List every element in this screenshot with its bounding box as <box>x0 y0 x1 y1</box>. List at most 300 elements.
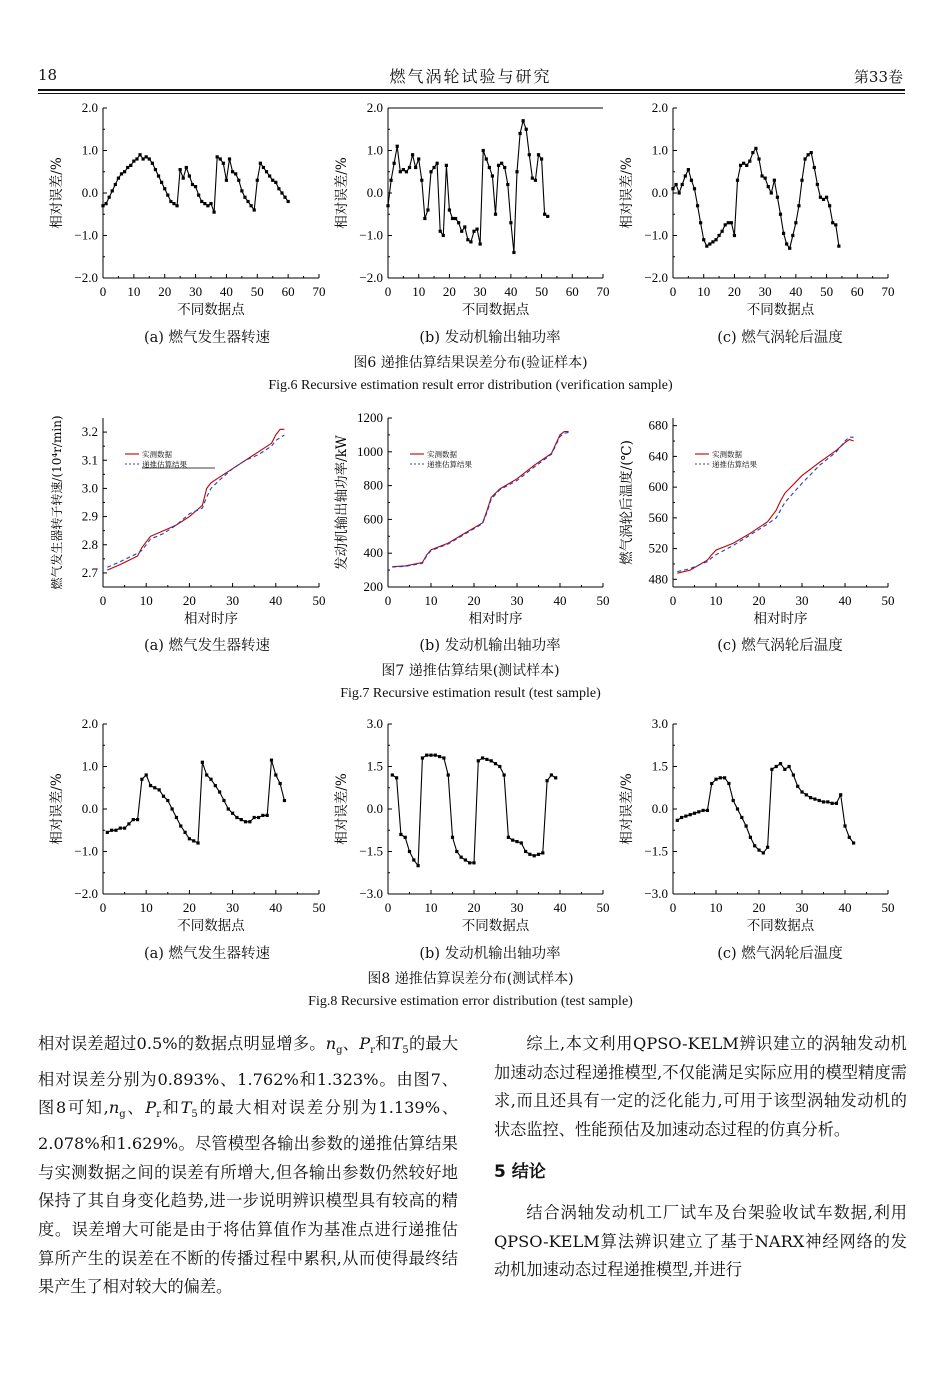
x-tick-label: 0 <box>99 284 107 299</box>
y-tick-label: 0.0 <box>651 801 668 816</box>
data-point <box>676 819 679 822</box>
data-point <box>494 762 497 765</box>
data-point <box>158 788 161 791</box>
series-line-1 <box>392 432 568 567</box>
data-point <box>773 179 776 182</box>
data-point <box>788 765 791 768</box>
data-point <box>225 179 228 182</box>
data-point <box>803 157 806 160</box>
x-tick-label: 20 <box>727 284 741 299</box>
data-point <box>490 759 493 762</box>
data-point <box>145 773 148 776</box>
x-tick-label: 10 <box>709 900 723 915</box>
data-point <box>110 829 113 832</box>
x-tick-label: 20 <box>182 900 196 915</box>
data-point <box>389 179 392 182</box>
x-tick-label: 10 <box>424 900 438 915</box>
data-point <box>767 185 770 188</box>
data-point <box>145 155 148 158</box>
data-point <box>512 251 515 254</box>
y-tick-label: 2.7 <box>81 564 98 580</box>
data-point <box>727 221 730 224</box>
data-point <box>753 844 756 847</box>
x-tick-label: 10 <box>139 593 153 608</box>
y-tick-label: −1.5 <box>359 843 383 859</box>
y-tick-label: −2.0 <box>359 270 383 285</box>
data-point <box>408 166 411 169</box>
data-point <box>816 183 819 186</box>
data-point <box>114 829 117 832</box>
chart-6a <box>48 100 326 318</box>
data-point <box>810 151 813 154</box>
x-tick-label: 40 <box>838 900 852 915</box>
data-point <box>429 754 432 757</box>
y-tick-label: 0.0 <box>366 801 383 816</box>
data-point <box>525 128 528 131</box>
data-point <box>108 196 111 199</box>
x-tick-label: 0 <box>384 900 392 915</box>
x-tick-label: 30 <box>473 284 487 299</box>
data-point <box>436 162 439 165</box>
data-point <box>411 153 414 156</box>
data-point <box>702 809 705 812</box>
data-point <box>120 172 123 175</box>
legend-label: 实测数据 <box>142 450 172 459</box>
data-point <box>791 234 794 237</box>
x-tick-label: 50 <box>881 900 895 915</box>
x-tick-label: 50 <box>312 900 326 915</box>
volume-label: 第33卷 <box>853 68 903 86</box>
y-tick-label: 400 <box>363 545 383 561</box>
data-point <box>843 824 846 827</box>
data-point <box>468 861 471 864</box>
x-tick-label: 60 <box>281 284 295 299</box>
data-point <box>711 240 714 243</box>
x-tick-label: 30 <box>226 593 240 608</box>
data-point <box>421 756 424 759</box>
data-point <box>149 784 152 787</box>
data-point <box>515 840 518 843</box>
data-point <box>240 189 243 192</box>
data-point <box>684 814 687 817</box>
data-point <box>518 132 521 135</box>
data-point <box>785 242 788 245</box>
data-point <box>736 179 739 182</box>
data-point <box>399 170 402 173</box>
x-tick-label: 50 <box>820 284 834 299</box>
data-point <box>132 160 135 163</box>
data-point <box>684 174 687 177</box>
data-point <box>464 858 467 861</box>
section-title: 5 结论 <box>494 1162 546 1183</box>
data-point <box>740 816 743 819</box>
data-point <box>730 221 733 224</box>
series-line-2 <box>392 432 568 567</box>
data-point <box>280 191 283 194</box>
data-point <box>828 204 831 207</box>
data-point <box>749 836 752 839</box>
data-point <box>114 183 117 186</box>
data-point <box>687 168 690 171</box>
data-point <box>268 174 271 177</box>
data-point <box>714 238 717 241</box>
data-point <box>689 813 692 816</box>
chart-7a <box>49 415 326 627</box>
data-point <box>136 818 139 821</box>
data-point <box>537 853 540 856</box>
data-point <box>183 831 186 834</box>
data-point <box>265 170 268 173</box>
y-tick-label: −1.0 <box>644 227 668 243</box>
data-point <box>243 196 246 199</box>
data-point <box>185 166 188 169</box>
y-tick-label: 2.0 <box>651 100 668 115</box>
x-tick-label: 20 <box>752 593 766 608</box>
data-point <box>445 164 448 167</box>
data-point <box>554 776 557 779</box>
data-point <box>831 221 834 224</box>
x-tick-label: 50 <box>250 284 264 299</box>
y-tick-label: 1200 <box>357 410 383 425</box>
data-point <box>822 800 825 803</box>
data-point <box>227 807 230 810</box>
data-point <box>540 157 543 160</box>
x-tick-label: 0 <box>669 593 677 608</box>
data-point <box>779 762 782 765</box>
x-tick-label: 0 <box>669 900 677 915</box>
y-tick-label: 2.0 <box>81 100 98 115</box>
journal-title: 燃气涡轮试验与研究 <box>389 67 552 86</box>
data-point <box>244 820 247 823</box>
data-point <box>671 187 674 190</box>
y-axis-label: 燃气涡轮后温度/(℃) <box>619 440 635 565</box>
data-point <box>442 756 445 759</box>
data-point <box>127 822 130 825</box>
data-point <box>448 208 451 211</box>
fig6-caption-cn: 图6 递推估算结果误差分布(验证样本) <box>353 355 588 371</box>
data-point <box>231 170 234 173</box>
chart-8b <box>333 716 610 934</box>
data-point <box>246 200 249 203</box>
data-point <box>271 179 274 182</box>
data-point <box>693 187 696 190</box>
y-tick-label: 1.5 <box>366 758 383 774</box>
data-point <box>274 773 277 776</box>
data-point <box>511 839 514 842</box>
fig6-sub-a: (a) 燃气发生器转速 <box>143 330 271 346</box>
x-tick-label: 40 <box>553 900 567 915</box>
data-point <box>222 799 225 802</box>
data-point <box>253 816 256 819</box>
x-tick-label: 30 <box>510 593 524 608</box>
data-point <box>766 846 769 849</box>
chart-8a <box>48 716 326 934</box>
y-axis-label: 相对误差/% <box>49 157 65 229</box>
data-point <box>454 217 457 220</box>
x-tick-label: 0 <box>99 593 107 608</box>
y-tick-label: 2.0 <box>81 716 98 731</box>
data-point <box>500 162 503 165</box>
y-tick-label: 1.0 <box>81 142 98 158</box>
data-point <box>522 119 525 122</box>
data-point <box>262 166 265 169</box>
data-point <box>117 177 120 180</box>
fig7-sub-c: (c) 燃气涡轮后温度 <box>717 638 843 654</box>
x-tick-label: 10 <box>709 593 723 608</box>
x-tick-label: 20 <box>442 284 456 299</box>
x-tick-label: 40 <box>553 593 567 608</box>
y-tick-label: −3.0 <box>359 886 383 901</box>
data-point <box>696 204 699 207</box>
legend-label: 递推估算结果 <box>712 460 757 469</box>
x-tick-label: 10 <box>412 284 426 299</box>
y-tick-label: 3.0 <box>81 480 98 496</box>
data-point <box>528 153 531 156</box>
data-point <box>745 164 748 167</box>
data-point <box>839 793 842 796</box>
data-point <box>531 177 534 180</box>
x-tick-label: 20 <box>752 900 766 915</box>
x-tick-label: 20 <box>182 593 196 608</box>
data-point <box>724 223 727 226</box>
data-point <box>412 858 415 861</box>
data-point <box>460 856 463 859</box>
fig7-caption-cn: 图7 递推估算结果(测试样本) <box>381 663 560 679</box>
data-point <box>494 213 497 216</box>
legend-label: 递推估算结果 <box>427 460 472 469</box>
data-point <box>807 153 810 156</box>
data-point <box>218 790 221 793</box>
data-point <box>237 179 240 182</box>
y-tick-label: 0.0 <box>366 185 383 200</box>
y-axis-label: 燃气发生器转子转速/(10⁴r/min) <box>50 415 64 590</box>
data-point <box>742 162 745 165</box>
x-tick-label: 60 <box>850 284 864 299</box>
data-point <box>727 782 730 785</box>
data-point <box>179 168 182 171</box>
data-point <box>261 814 264 817</box>
data-point <box>175 204 178 207</box>
y-tick-label: 600 <box>363 511 383 527</box>
y-axis-label: 相对误差/% <box>619 157 635 229</box>
data-point <box>408 850 411 853</box>
x-tick-label: 40 <box>789 284 803 299</box>
data-point <box>132 818 135 821</box>
y-tick-label: −1.0 <box>74 227 98 243</box>
data-point <box>274 181 277 184</box>
data-point <box>472 861 475 864</box>
data-point <box>546 215 549 218</box>
y-axis-label: 发动机输出轴功率/kW <box>334 435 350 570</box>
data-point <box>287 200 290 203</box>
data-point <box>201 761 204 764</box>
fig7-sub-a: (a) 燃气发生器转速 <box>143 638 271 654</box>
x-tick-label: 10 <box>697 284 711 299</box>
data-point <box>822 198 825 201</box>
legend-label: 实测数据 <box>712 450 742 459</box>
y-tick-label: −2.0 <box>74 270 98 285</box>
chart-7c <box>618 418 895 627</box>
data-point <box>794 221 797 224</box>
x-tick-label: 20 <box>158 284 172 299</box>
fig6-sub-c: (c) 燃气涡轮后温度 <box>717 330 843 346</box>
data-point <box>142 157 145 160</box>
data-point <box>393 162 396 165</box>
x-tick-label: 20 <box>467 593 481 608</box>
x-tick-label: 50 <box>312 593 326 608</box>
data-point <box>681 183 684 186</box>
data-point <box>396 145 399 148</box>
data-point <box>140 778 143 781</box>
data-point <box>402 168 405 171</box>
data-point <box>129 164 132 167</box>
data-point <box>479 242 482 245</box>
data-point <box>426 208 429 211</box>
left-column <box>38 1030 458 1302</box>
series-line-1 <box>677 764 853 853</box>
data-point <box>182 177 185 180</box>
data-point <box>485 758 488 761</box>
data-point <box>706 809 709 812</box>
data-point <box>498 765 501 768</box>
y-tick-label: 1.0 <box>366 142 383 158</box>
data-point <box>438 755 441 758</box>
data-point <box>708 242 711 245</box>
data-point <box>172 202 175 205</box>
data-point <box>732 799 735 802</box>
x-tick-label: 0 <box>669 284 677 299</box>
data-point <box>399 833 402 836</box>
data-point <box>678 191 681 194</box>
y-tick-label: −1.5 <box>644 843 668 859</box>
data-point <box>434 754 437 757</box>
y-tick-label: 1.0 <box>81 758 98 774</box>
x-axis-label: 不同数据点 <box>177 302 245 318</box>
fig8-sub-a: (a) 燃气发生器转速 <box>143 946 271 962</box>
data-point <box>205 773 208 776</box>
legend-label: 递推估算结果 <box>142 460 187 469</box>
chart-8c <box>618 716 895 934</box>
data-point <box>491 174 494 177</box>
y-tick-label: 0.0 <box>81 801 98 816</box>
y-tick-label: 1.5 <box>651 758 668 774</box>
data-point <box>106 831 109 834</box>
data-point <box>432 166 435 169</box>
x-tick-label: 30 <box>510 900 524 915</box>
data-point <box>175 816 178 819</box>
data-point <box>209 202 212 205</box>
data-point <box>818 799 821 802</box>
data-point <box>754 147 757 150</box>
data-point <box>775 765 778 768</box>
data-point <box>776 196 779 199</box>
chart-6c <box>618 100 895 318</box>
x-tick-label: 30 <box>189 284 203 299</box>
data-point <box>179 824 182 827</box>
data-point <box>404 836 407 839</box>
y-tick-label: 1.0 <box>651 142 668 158</box>
x-axis-label: 不同数据点 <box>746 302 815 318</box>
data-point <box>721 230 724 233</box>
data-point <box>762 851 765 854</box>
x-tick-label: 50 <box>535 284 549 299</box>
data-point <box>719 776 722 779</box>
data-point <box>782 232 785 235</box>
x-tick-label: 40 <box>838 593 852 608</box>
data-point <box>148 157 151 160</box>
data-point <box>191 183 194 186</box>
data-point <box>826 800 829 803</box>
data-point <box>420 179 423 182</box>
y-tick-label: 2.0 <box>366 100 383 115</box>
series-line-1 <box>388 121 548 253</box>
x-tick-label: 50 <box>596 900 610 915</box>
data-point <box>391 773 394 776</box>
y-axis-label: 相对误差/% <box>619 773 635 845</box>
data-point <box>509 221 512 224</box>
data-point <box>126 166 129 169</box>
data-point <box>216 155 219 158</box>
data-point <box>253 208 256 211</box>
data-point <box>770 191 773 194</box>
data-point <box>745 824 748 827</box>
data-point <box>234 172 237 175</box>
chart-6b <box>333 100 610 318</box>
x-tick-label: 30 <box>795 593 809 608</box>
data-point <box>163 187 166 190</box>
data-point <box>231 812 234 815</box>
y-tick-label: −1.0 <box>359 227 383 243</box>
y-tick-label: 3.0 <box>366 716 383 731</box>
data-point <box>188 174 191 177</box>
data-point <box>209 778 212 781</box>
data-point <box>188 837 191 840</box>
data-point <box>162 795 165 798</box>
data-point <box>813 797 816 800</box>
data-point <box>524 850 527 853</box>
right-paragraph-1: 综上,本文利用QPSO-KELM辨识建立的涡轴发动机加速动态过程递推模型,不仅能满足实际应用的模型精度需求,而且还具有一定的泛化能力,可用于该型涡轴发动机的状态监控、性能预估及加速动态过程的仿真分析。 <box>494 1034 907 1139</box>
y-tick-label: 1000 <box>357 443 383 459</box>
data-point <box>386 204 389 207</box>
data-point <box>485 157 488 160</box>
fig6-caption-en: Fig.6 Recursive estimation result error distribution (verification sample) <box>268 378 673 393</box>
x-tick-label: 20 <box>467 900 481 915</box>
data-point <box>469 240 472 243</box>
data-point <box>852 841 855 844</box>
series-line-1 <box>392 755 555 866</box>
data-point <box>477 759 480 762</box>
y-tick-label: 3.2 <box>81 424 98 440</box>
data-point <box>101 204 104 207</box>
data-point <box>528 853 531 856</box>
y-axis-label: 相对误差/% <box>49 773 65 845</box>
data-point <box>541 851 544 854</box>
data-point <box>166 799 169 802</box>
y-tick-label: 560 <box>648 509 668 525</box>
data-point <box>546 779 549 782</box>
data-point <box>533 854 536 857</box>
data-point <box>197 194 200 197</box>
y-tick-label: 680 <box>648 417 668 433</box>
data-point <box>757 848 760 851</box>
data-point <box>506 183 509 186</box>
data-point <box>819 196 822 199</box>
data-point <box>240 818 243 821</box>
data-point <box>797 204 800 207</box>
left-paragraph: 相对误差超过0.5%的数据点明显增多。$n_g$、$P_r$和$T_5$的最大相对误差分别为0.893%、1.762%和1.323%。由图7、图8可知$,n_g$、$P_r$和$T_5$的最大相对误差分别为1.139%、2.078%和1.629%。尽管模型各输出参数的递推估算结果与实测数据之间的误差有所增大,但各输出参数仍然较好地保持了其自身变化趋势,进一步说明辨识模型具有较高的精度。误差增大可能是由于将估算值作为基准点进行递推估算所产生的误差在不断的传播过程中累积,从而使得最终结果产生了相对较大的偏差。 <box>38 1034 459 1297</box>
data-point <box>472 230 475 233</box>
data-point <box>212 211 215 214</box>
